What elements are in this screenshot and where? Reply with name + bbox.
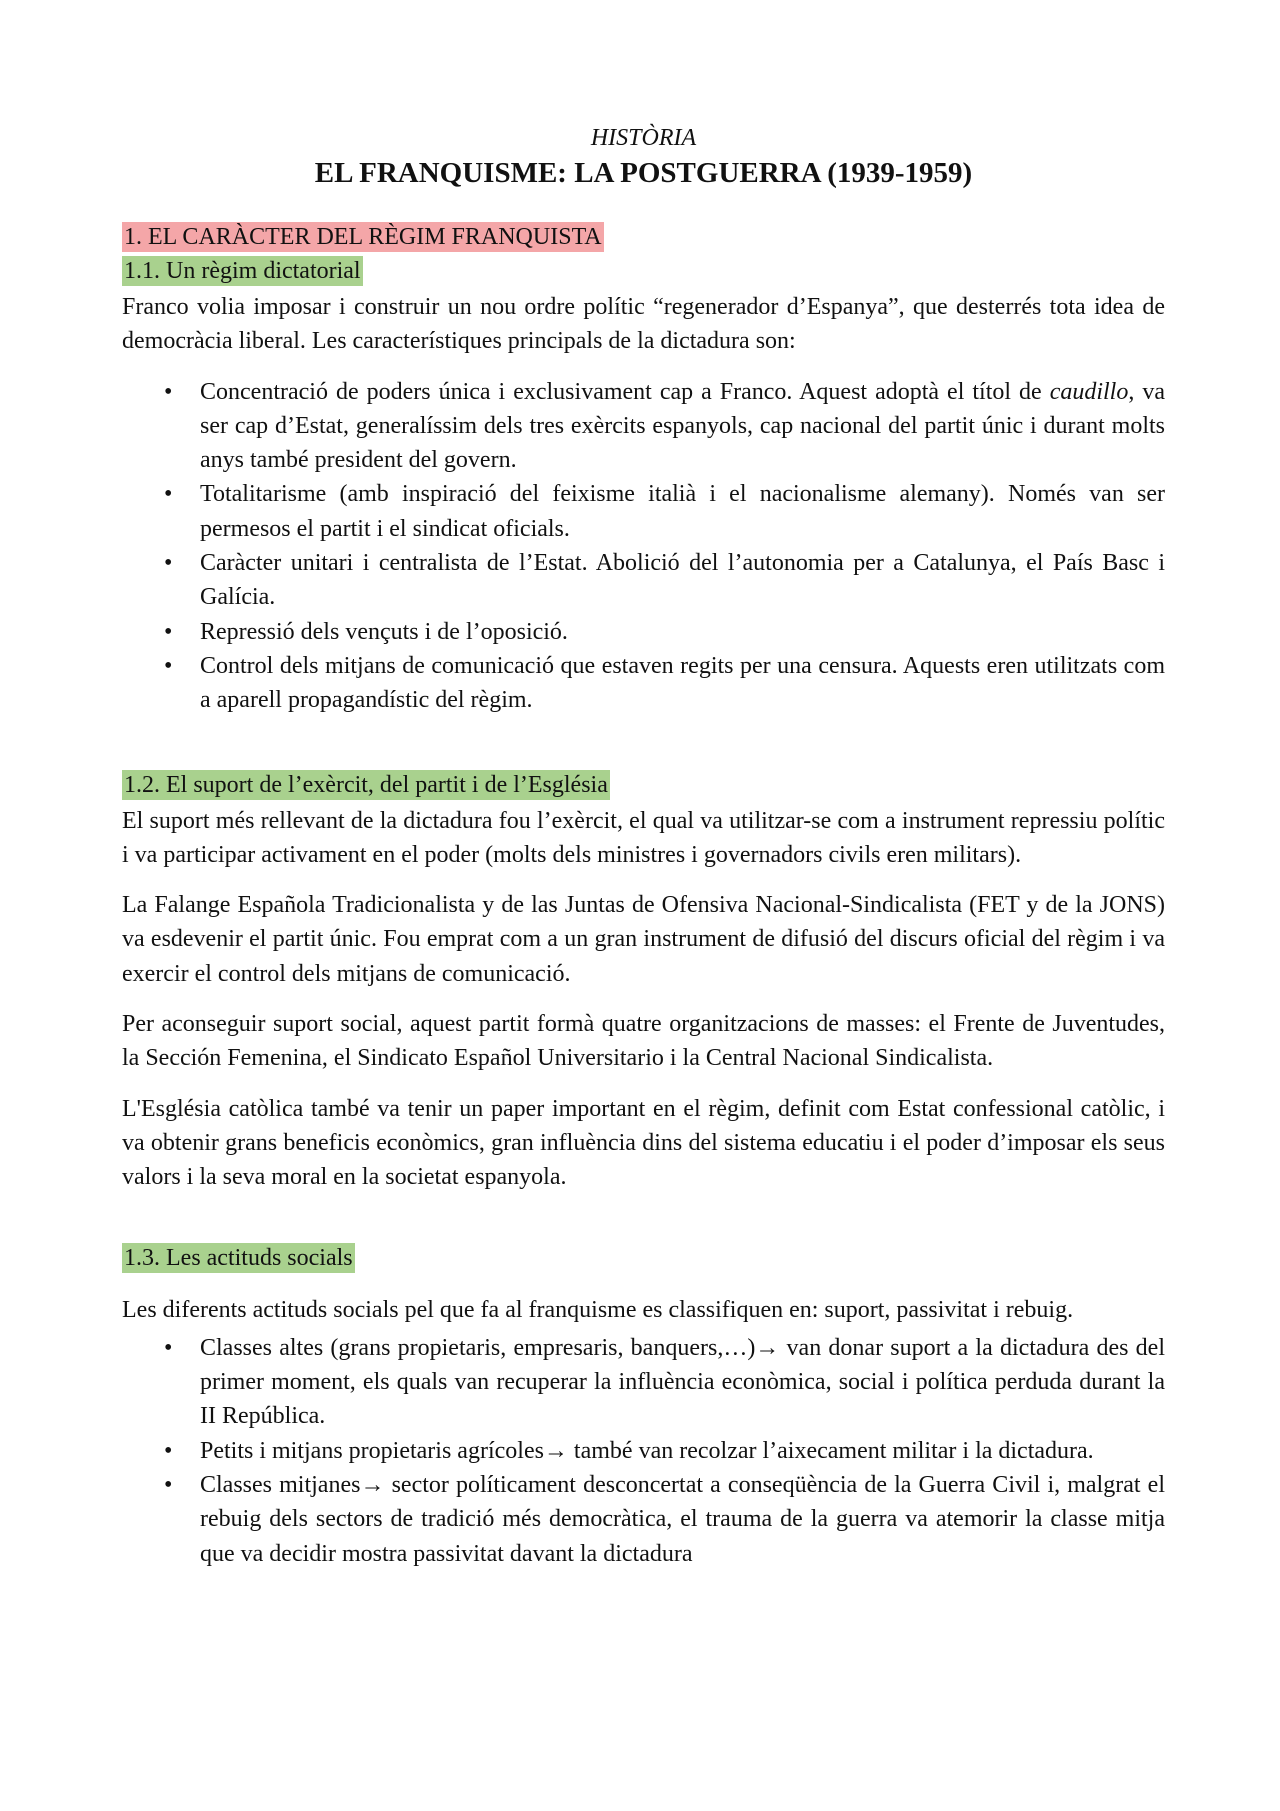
paragraph-intro-1-3: Les diferents actituds socials pel que fa al franquisme es classifiquen en: suport, passivitat i rebuig. [122, 1296, 1074, 1323]
list-item: • Concentració de poders única i exclusivament cap a Franco. Aquest adoptà el títol de caudillo, va ser cap d’Estat, generalíssim dels tres exèrcits espanyols, cap nacional del partit únic i durant molts anys també president del govern. [122, 375, 1165, 478]
section-heading-1: 1. EL CARÀCTER DEL RÈGIM FRANQUISTA [124, 224, 602, 250]
paragraph-church: L'Església catòlica també va tenir un paper important en el règim, definit com Estat confessional catòlic, i va obtenir grans beneficis econòmics, gran influència dins del sistema educatiu i el poder d’imposar els seus valors i la seva moral en la societat espanyola. [122, 1095, 1165, 1191]
list-item: • Repressió dels vençuts i de l’oposició. [122, 615, 1165, 649]
paragraph-falange: La Falange Española Tradicionalista y de las Juntas de Ofensiva Nacional-Sindicalista (FET y de la JONS) va esdevenir el partit únic. Fou emprat com a un gran instrument de difusió del discurs oficial del règim i va exercir el control dels mitjans de comunicació. [122, 892, 1165, 987]
subsection-heading-1-3: 1.3. Les actituds socials [124, 1244, 353, 1271]
list-item: • Caràcter unitari i centralista de l’Estat. Abolició del l’autonomia per a Catalunya, el País Basc i Galícia. [122, 546, 1165, 615]
list-item: • Classes mitjanes→ sector políticament desconcertat a conseqüència de la Guerra Civil i, malgrat el rebuig dels sectors de tradició més democràtica, el trauma de la guerra va atemorir la classe mitja que va decidir mostra passivitat davant la dictadura [122, 1468, 1165, 1571]
paragraph-mass-organizations: Per aconseguir suport social, aquest partit formà quatre organitzacions de masses: el Frente de Juventudes, la Sección Femenina, el Sindicato Español Universitario i la Central Nacional Sindicalista. [122, 1011, 1165, 1072]
bullet-list-1-1 [122, 375, 1165, 718]
list-item: • Control dels mitjans de comunicació que estaven regits per una censura. Aquests eren utilitzats com a aparell propagandístic del règim. [122, 649, 1165, 718]
subject-label: HISTÒRIA [590, 125, 697, 151]
paragraph-army: El suport més rellevant de la dictadura fou l’exèrcit, el qual va utilitzar-se com a instrument repressiu polític i va participar activament en el poder (molts dels ministres i governadors civils eren militars). [122, 807, 1165, 868]
paragraph-intro-1-1: Franco volia imposar i construir un nou ordre polític “regenerador d’Espanya”, que desterrés tota idea de democràcia liberal. Les característiques principals de la dictadura son: [122, 294, 1165, 355]
caudillo-term: caudillo [1049, 378, 1129, 405]
bullet-list-1-3 [122, 1331, 1165, 1571]
list-item: • Petits i mitjans propietaris agrícoles→ també van recolzar l’aixecament militar i la dictadura. [122, 1434, 1165, 1468]
subsection-heading-1-2: 1.2. El suport de l’exèrcit, del partit i de l’Església [124, 771, 608, 798]
page-title: EL FRANQUISME: LA POSTGUERRA (1939-1959) [314, 157, 973, 189]
subsection-heading-1-1: 1.1. Un règim dictatorial [124, 258, 361, 284]
list-item: • Classes altes (grans propietaris, empresaris, banquers,…)→ van donar suport a la dictadura des del primer moment, els quals van recuperar la influència econòmica, social i política perduda durant la II República. [122, 1331, 1165, 1434]
list-item: • Totalitarisme (amb inspiració del feixisme italià i el nacionalisme alemany). Només van ser permesos el partit i el sindicat oficials. [122, 477, 1165, 546]
